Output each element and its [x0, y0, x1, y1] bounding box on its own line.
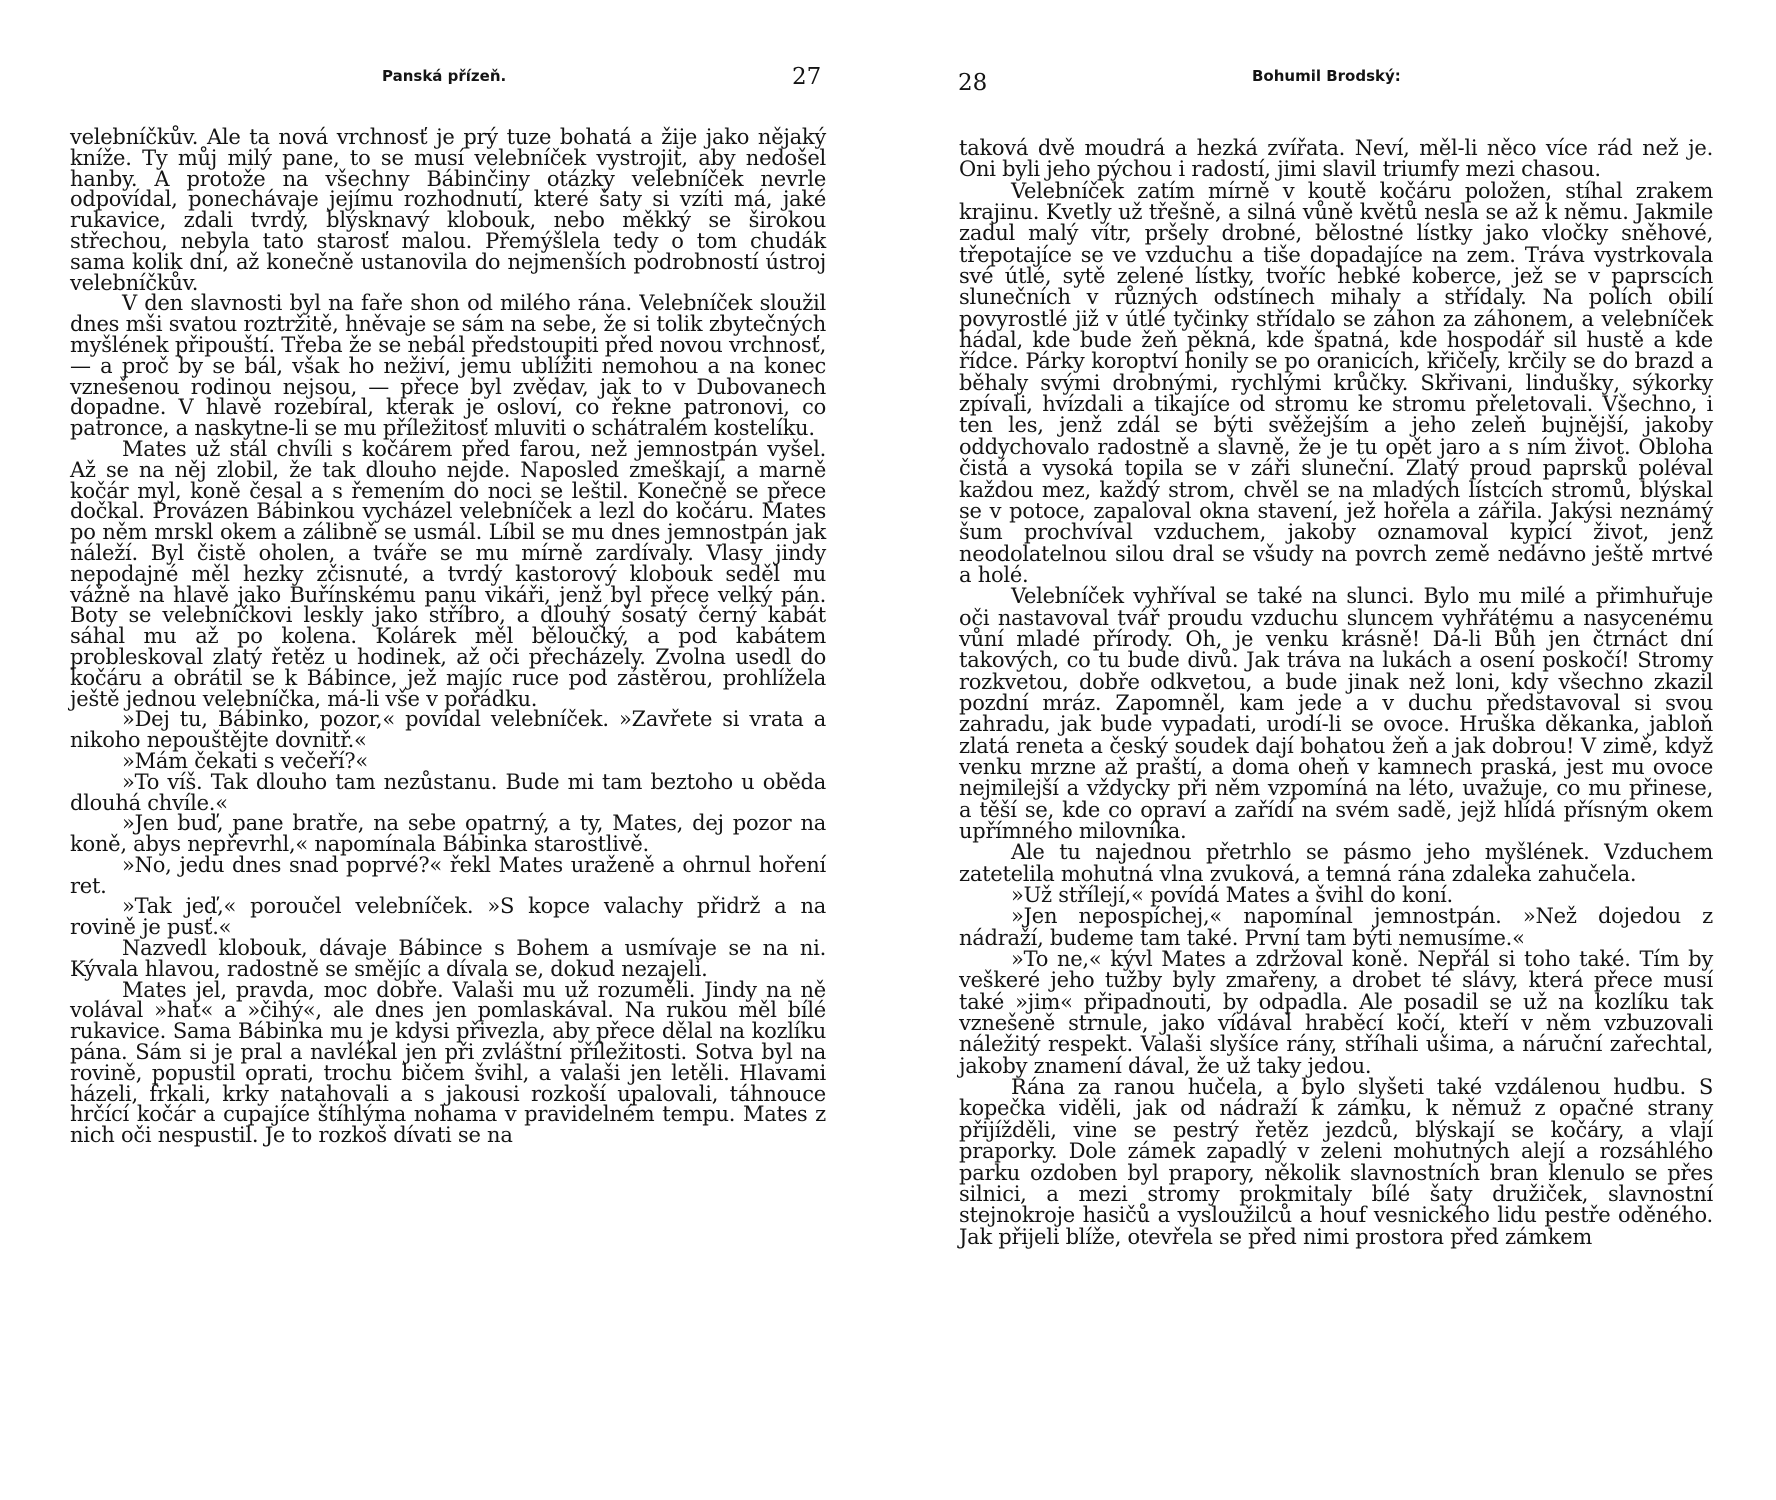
paragraph: Mates už stál chvíli s kočárem před farou, než jemnostpán vyšel. Až se na něj zlobil, že tak dlouho nejde. Naposled zmeškají, a marně kočár myl, koně česal a s řemením do noci se leštil. Konečně se přece dočkal. Provázen Bábinkou vycházel velebníček a lezl do kočáru. Mates po něm mrskl okem a zálibně se usmál. Líbil se mu dnes jemnostpán jak náleží. Byl čistě oholen, a tváře se mu mírně zardívaly. Vlasy jindy nepodajné měl hezky zčisnuté, a tvrdý kastorový klobouk seděl mu vážně na hlavě jako Buřínskému panu vikáři, jenž byl přece velký pán. Boty se velebníčkovi leskly jako stříbro, a dlouhý šosatý černý kabát sáhal mu až po kolena. Kolárek měl běloučký, a pod kabátem probleskoval zlatý řetěz u hodinek, až oči přecházely. Zvolna usedl do kočáru a obrátil se k Bábince, jež majíc ruce pod zástěrou, prohlížela ještě jednou velebníčka, má-li vše v pořádku. — [70, 436, 826, 711]
paragraph: »To ne,« kývl Mates a zdržoval koně. Nepřál si toho také. Tím by veškeré jeho tužby byly zmařeny, a drobet té slávy, která přece musí také »jim« připadnouti, by odpadla. Ale posadil se už na kozlíku tak vznešeně strnule, jako vídával hraběcí kočí, kteří v něm vzbuzovali náležitý respekt. Valaši slyšíce rány, stříhali ušima, a náruční zařechtal, jakoby znamení dával, že už taky jedou. — [959, 947, 1713, 1078]
left-body-text — [70, 127, 826, 1146]
paragraph: Velebníček vyhříval se také na slunci. Bylo mu milé a přimhuřuje oči nastavoval tvář proudu vzduchu sluncem vyhřátému a nasycenému vůní mladé přírody. Oh, je venku krásně! Dá-li Bůh jen čtrnáct dní takových, co tu bude divů. Jak tráva na lukách a osení poskočí! Stromy rozkvetou, dobře odkvetou, a bude jinak než loni, kdy všechno zkazil pozdní mráz. Zapomněl, kam jede a v duchu představoval si svou zahradu, jak bude vypadati, urodí-li se ovoce. Hruška děkanka, jabloň zlatá reneta a český soudek dají bohatou žeň a jak dobrou! V zimě, když venku mrzne až praští, a doma oheň v kamnech praská, jest mu ovoce nejmilejší a vždycky při něm vzpomíná na léto, uvažuje, co mu přinese, a těší se, kde co opraví a zařídí na svém sadě, jejž hlídá přísným okem upřímného milovníka. — [959, 584, 1713, 843]
paragraph: »Tak jeď,« poroučel velebníček. »S kopce valachy přidrž a na rovině je pusť.« — [70, 894, 826, 940]
paragraph: Nazvedl klobouk, dávaje Bábince s Bohem a usmívaje se na ni. Kývala hlavou, radostně se smějíc a dívala se, dokud nezajeli. — [70, 936, 826, 981]
paragraph: »Mám čekati s večeří?« — [122, 748, 369, 773]
paragraph: »No, jedu dnes snad poprvé?« řekl Mates uraženě a ohrnul hoření ret. — [70, 852, 826, 898]
right-page-number: 28 — [958, 70, 988, 96]
paragraph: »Jen nepospíchej,« napomínal jemnostpán. »Než dojedou z nádraží, budeme tam také. První tam býti nemusíme.« — [959, 904, 1713, 950]
paragraph: Velebníček zatím mírně v koutě kočáru položen, stíhal zrakem krajinu. Kvetly už třešně, a silná vůně květů nesla se až k němu. Jakmile zadul malý vítr, pršely drobné, bělostné lístky jako vločky sněhové, třepotajíce se ve vzduchu a tiše dopadajíce na zem. Tráva vystrkovala své útlé, sytě zelené lístky, tvoříc hebké koberce, jež se v paprscích slunečních v různých odstínech mihaly a střídaly. Na polích obilí povyrostlé již v útlé tyčinky střídalo se záhon za záhonem, a velebníček hádal, kde bude žeň pěkná, kde špatná, kde hospodář sil hustě a kde řídce. Párky koroptví honily se po oranicích, křičely, krčily se do brazd a běhaly svými drobnými, rychlými krůčky. Skřivani, linduškу, sýkorky zpívali, hvízdali a tikajíce od stromu ke stromu přeletovali. Všechno, i ten les, jenž zdál se býti svěžejším a jeho zeleň bujnější, jakoby oddychovalo radostně a slavně, že je tu opět jaro a s ním život. Obloha čistá a vysoká topila se v záři sluneční. Zlatý proud paprsků poléval každou mez, každý strom, chvěl se na mladých lístcích stromů, blýskal se v potoce, zapaloval okna stavení, jež hořela a zářila. Jakýsi neznámý šum prochvíval vzduchem, jakoby oznamoval kypící život, jenž neodolatelnou silou dral se všudy na povrch země nedávno ještě mrtvé a holé. — [959, 178, 1713, 587]
left-running-head: Panská přízeň. — [382, 67, 507, 85]
right-running-head: Bohumil Brodský: — [1252, 67, 1401, 85]
paragraph: »Dej tu, Bábinko, pozor,« povídal velebníček. »Zavřete si vrata a nikoho nepouštějte dovnitř.« — [70, 707, 826, 753]
paragraph: Mates jel, pravda, moc dobře. Valaši mu už rozuměli. Jindy na ně volával »hat« a »čihý«, ale dnes jen pomlaskával. Na rukou měl bílé rukavice. Sama Bábinka mu je kdysi přivezla, aby přece dělal na kozlíku pána. Sám si je pral a navlékal jen při zvláštní příležitosti. Sotva byl na rovině, popustil oprati, trochu bičem švihl, a valaši jen letěli. Hlavami házeli, frkali, krky natahovali a s jakousi rozkoší upalovali, táhnouce hrčící kočár a cupajíce štíhlýma nohama v pravidelném tempu. Mates z nich oči nespustil. Je to rozkoš dívati se na — [70, 977, 826, 1148]
left-page-number: 27 — [792, 64, 822, 90]
paragraph: velebníčkův. Ale ta nová vrchnosť je prý tuze bohatá a žije jako nějaký kníže. Ty můj milý pane, to se musí velebníček vystrojit, aby nedošel hanby. A protože na všechny Bábinčiny otázky velebníček nevrle odpovídal, ponechávaje jejímu rozhodnutí, které šaty si vzíti má, jaké rukavice, zdali tvrdý, blýsknavý klobouk, nebo měkký se širokou střechou, nebyla tato starosť malou. Přemýšlela tedy o tom chudák sama kolik dní, až konečně ustanovila do nejmenších podrobností ústroj velebníčkův. — [70, 125, 826, 295]
paragraph: Ale tu najednou přetrhlo se pásmo jeho myšlének. Vzduchem zatetelila mohutná vlna zvuková, a temná rána zdaleka zahučela. — [959, 840, 1713, 886]
paragraph: V den slavnosti byl na faře shon od milého rána. Velebníček sloužil dnes mši svatou roztržitě, hněvaje se sám na sebe, že si tolik zbytečných myšlének připouští. Třeba že se nebál předstoupiti před novou vrchnosť, — a proč by se bál, však ho neživí, jemu ublížiti nemohou a na konec vznešenou rodinou nejsou, — přece byl zvědav, jak to v Dubovanech dopadne. V hlavě rozebíral, kterak je osloví, co řekne patronovi, co patronce, a naskytne-li se mu příležitosť mluviti o schátralém kostelíku. — [70, 291, 826, 441]
paragraph: »Už střílejí,« povídá Mates a švihl do koní. — [1011, 883, 1453, 908]
paragraph: »To víš. Tak dlouho tam nezůstanu. Bude mi tam beztoho u oběda dlouhá chvíle.« — [70, 769, 826, 815]
right-body-text — [959, 138, 1713, 1248]
paragraph: taková dvě moudrá a hezká zvířata. Neví, měl-li něco více rád než je. Oni byli jeho pýchou i radostí, jimi slavil triumfy mezi chasou. — [959, 136, 1713, 182]
paragraph: Rána za ranou hučela, a bylo slyšeti také vzdálenou hudbu. S kopečka viděli, jak od nádraží k zámku, k němuž z opačné strany přijížděli, vine se pestrý řetěz jezdců, blýskají se kočáry, a vlají praporky. Dole zámek zapadlý v zeleni mohutných alejí a rozsáhlého parku ozdoben byl prapory, několik slavnostních bran klenulo se přes silnici, a mezi stromy prokmitaly bílé šaty družiček, slavnostní stejnokroje hasičů a vysloužilců a houf vesnického lidu pestře oděného. Jak přijeli blíže, otevřela se před nimi prostora před zámkem — [959, 1075, 1713, 1249]
paragraph: »Jen buď, pane bratře, na sebe opatrný, a ty, Mates, dej pozor na koně, abys nepřevrhl,« napomínala Bábinka starostlivě. — [70, 811, 826, 857]
right-page — [888, 0, 1776, 1500]
